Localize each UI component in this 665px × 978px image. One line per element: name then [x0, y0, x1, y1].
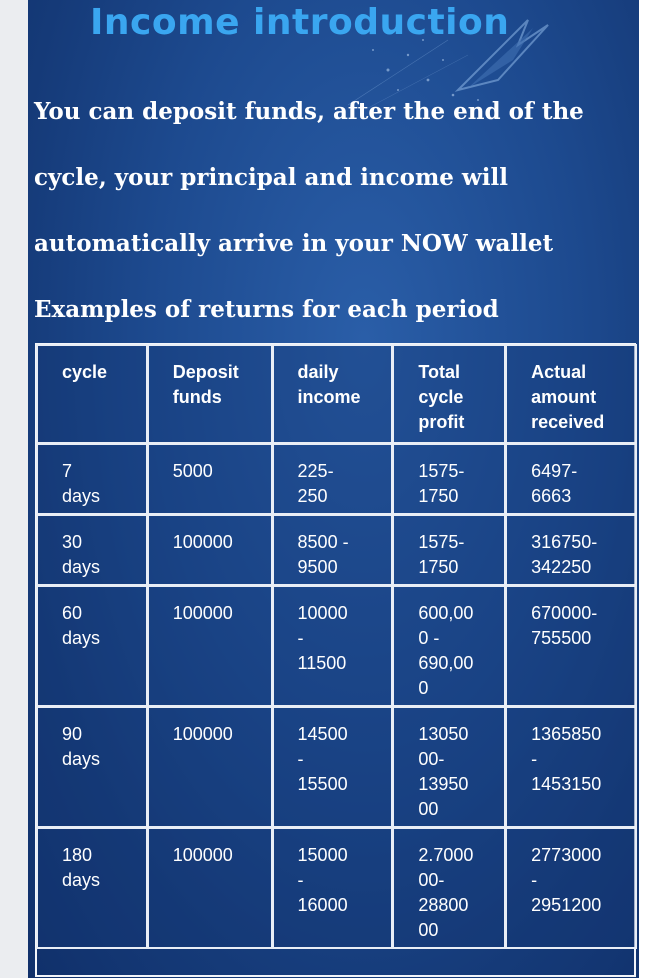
cell-cycle: 60 days [38, 587, 146, 705]
section-heading: Examples of returns for each period [34, 296, 499, 323]
right-margin [639, 0, 665, 978]
cell-deposit: 100000 [149, 829, 271, 947]
cell-daily-income: 225- 250 [274, 445, 392, 513]
cell-total-profit: 2.7000 00- 28800 00 [394, 829, 504, 947]
cell-total-profit: 1575- 1750 [394, 445, 504, 513]
cell-daily-income: 15000 - 16000 [274, 829, 392, 947]
table-row [38, 516, 635, 584]
cell-cycle: 180 days [38, 829, 146, 947]
cell-deposit: 100000 [149, 587, 271, 705]
intro-line-1: You can deposit funds, after the end of the [34, 98, 584, 125]
cell-deposit: 100000 [149, 708, 271, 826]
header-deposit-funds: Deposit funds [149, 346, 271, 442]
cell-cycle: 7 days [38, 445, 146, 513]
returns-table [35, 343, 638, 950]
cell-total-profit: 1575- 1750 [394, 516, 504, 584]
left-margin [0, 0, 28, 978]
table-header-row [38, 346, 635, 442]
table-row [38, 708, 635, 826]
intro-line-3: automatically arrive in your NOW wallet [34, 230, 554, 257]
cell-daily-income: 10000 - 11500 [274, 587, 392, 705]
cell-actual-received: 6497- 6663 [507, 445, 635, 513]
cell-actual-received: 316750- 342250 [507, 516, 635, 584]
cell-deposit: 5000 [149, 445, 271, 513]
cell-actual-received: 1365850 - 1453150 [507, 708, 635, 826]
table-row [38, 587, 635, 705]
page-title: Income introduction [90, 2, 510, 43]
cell-cycle: 30 days [38, 516, 146, 584]
cell-deposit: 100000 [149, 516, 271, 584]
cell-actual-received: 2773000 - 2951200 [507, 829, 635, 947]
intro-line-2: cycle, your principal and income will [34, 164, 508, 191]
table-row [38, 829, 635, 947]
cell-actual-received: 670000- 755500 [507, 587, 635, 705]
table-row [38, 445, 635, 513]
cell-cycle: 90 days [38, 708, 146, 826]
header-cycle: cycle [38, 346, 146, 442]
cell-daily-income: 8500 - 9500 [274, 516, 392, 584]
header-actual-amount-received: Actual amount received [507, 346, 635, 442]
header-total-cycle-profit: Total cycle profit [394, 346, 504, 442]
cell-total-profit: 600,00 0 - 690,00 0 [394, 587, 504, 705]
cell-daily-income: 14500 - 15500 [274, 708, 392, 826]
header-daily-income: daily income [274, 346, 392, 442]
cell-total-profit: 13050 00- 13950 00 [394, 708, 504, 826]
